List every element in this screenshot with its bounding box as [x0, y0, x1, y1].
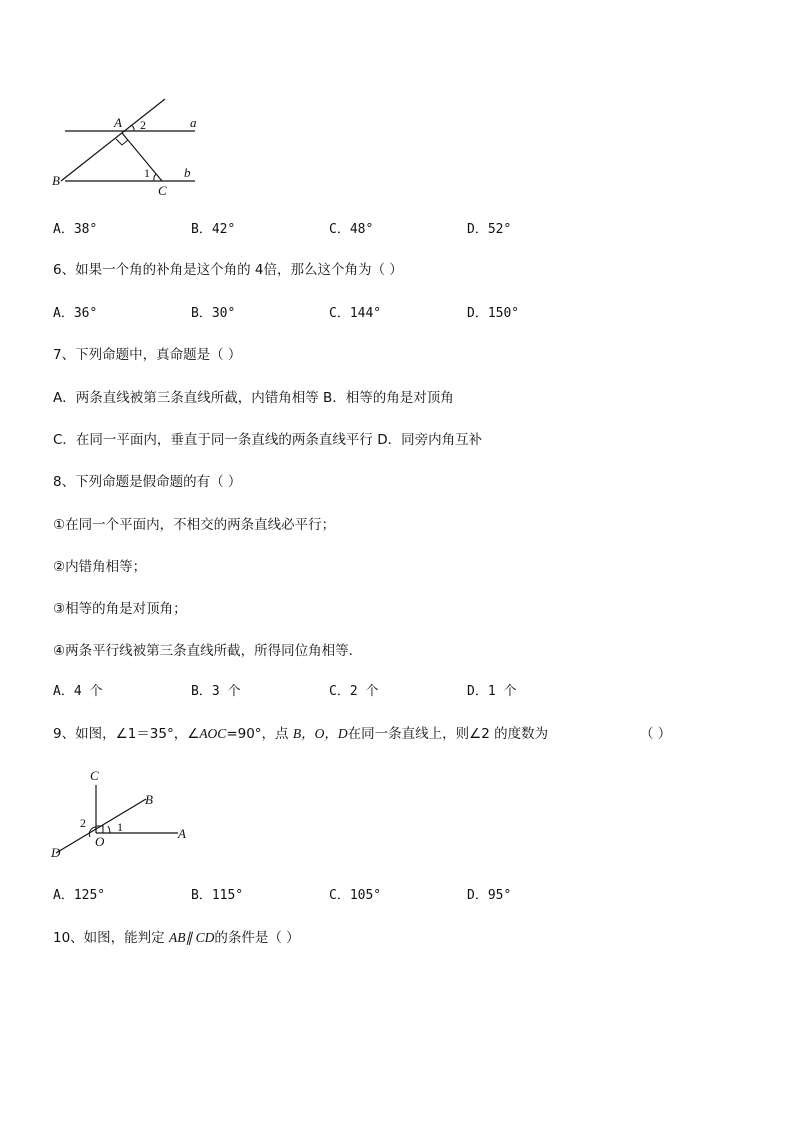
label-1: 1: [144, 166, 150, 180]
label-D-2: D: [51, 845, 61, 860]
q7-options-ab[interactable]: A．两条直线被第三条直线所截，内错角相等 B．相等的角是对顶角: [53, 390, 454, 406]
q7-options-cd[interactable]: C．在同一平面内，垂直于同一条直线的两条直线平行 D．同旁内角互补: [53, 432, 483, 448]
q9-stem-part-a: 9、如图，∠1＝35°，∠: [53, 726, 200, 742]
angle-1-arc-o: [108, 826, 110, 833]
label-A: A: [114, 115, 122, 130]
q10-stem-part-a: 10、如图，能判定: [53, 930, 169, 946]
q9-option-c[interactable]: C．105°: [329, 888, 382, 903]
angle-1-arc: [154, 174, 156, 181]
label-O: O: [95, 834, 105, 849]
q8-option-b[interactable]: B．3 个: [191, 684, 241, 699]
figure-angles-aoc: [48, 765, 198, 865]
label-C-2: C: [90, 768, 99, 783]
q6-option-d[interactable]: D．150°: [467, 306, 520, 321]
q6-option-b[interactable]: B．30°: [191, 306, 236, 321]
q9-stem-aoc: AOC: [199, 726, 227, 741]
q9-stem-part-c: 在同一条直线上，则∠2 的度数为: [347, 726, 549, 742]
figure-parallel-lines-triangle: [50, 95, 210, 205]
label-2: 2: [140, 118, 146, 132]
q6-option-a[interactable]: A．36°: [53, 306, 98, 321]
q8-option-c[interactable]: C．2 个: [329, 684, 379, 699]
q10-stem-part-b: 的条件是（ ）: [214, 930, 300, 946]
label-A-2: A: [178, 826, 186, 841]
q8-option-d[interactable]: D．1 个: [467, 684, 517, 699]
q9-option-d[interactable]: D．95°: [467, 888, 512, 903]
q8-statement-4: ④两条平行线被第三条直线所截，所得同位角相等．: [53, 643, 363, 659]
q6-stem: 6、如果一个角的补角是这个角的 4倍，那么这个角为（ ）: [53, 262, 403, 278]
label-B-2: B: [145, 792, 153, 807]
q9-stem-part-b: =90°，点: [226, 726, 293, 742]
label-b: b: [184, 165, 191, 180]
q8-option-a[interactable]: A．4 个: [53, 684, 103, 699]
label-B: B: [52, 173, 60, 188]
q8-statement-3: ③相等的角是对顶角；: [53, 601, 187, 617]
q6-option-c[interactable]: C．144°: [329, 306, 382, 321]
label-2-2: 2: [80, 816, 86, 830]
q8-statement-1: ①在同一个平面内，不相交的两条直线必平行；: [53, 517, 336, 533]
q10-stem-abcd: AB∥ CD: [168, 930, 215, 945]
q8-stem: 8、下列命题是假命题的有（ ）: [53, 474, 242, 490]
q9-option-a[interactable]: A．125°: [53, 888, 106, 903]
right-angle-mark: [116, 139, 128, 145]
label-a: a: [190, 115, 197, 130]
q8-statement-2: ②内错角相等；: [53, 559, 147, 575]
q5-option-b[interactable]: B．42°: [191, 222, 236, 237]
q9-answer-paren: （ ）: [640, 726, 672, 742]
q5-option-d[interactable]: D．52°: [467, 222, 512, 237]
q9-stem-bod: B，O，D: [292, 726, 348, 741]
label-C: C: [158, 183, 167, 198]
q9-option-b[interactable]: B．115°: [191, 888, 244, 903]
q5-option-a[interactable]: A．38°: [53, 222, 98, 237]
q7-stem: 7、下列命题中，真命题是（ ）: [53, 347, 242, 363]
label-1-2: 1: [117, 820, 123, 834]
q5-option-c[interactable]: C．48°: [329, 222, 374, 237]
q10-stem: [53, 929, 300, 947]
q9-stem: [53, 725, 548, 743]
